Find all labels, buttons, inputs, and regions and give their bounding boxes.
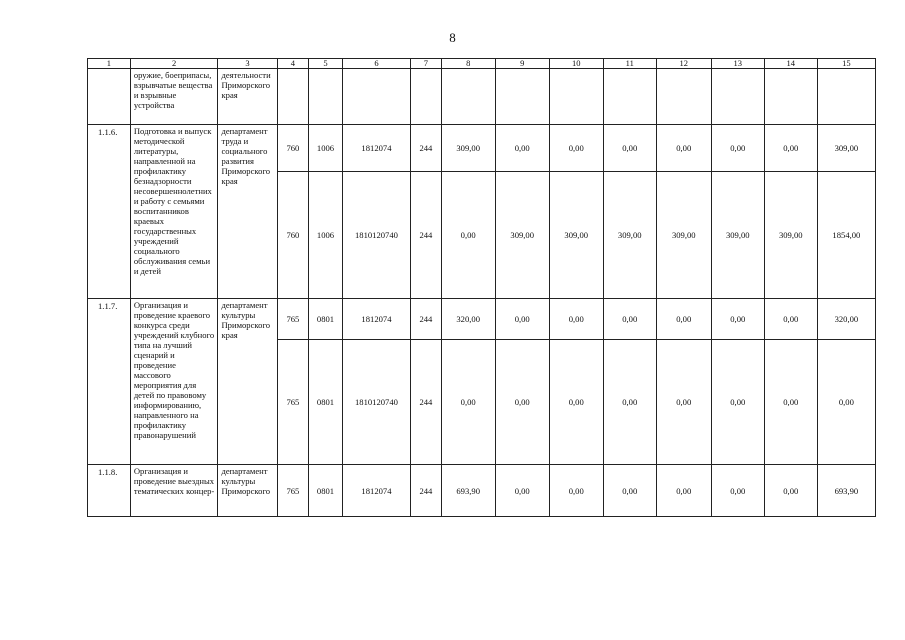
- cell-col-5: 1006: [309, 125, 343, 172]
- item-executor: департамент культуры Приморского: [218, 465, 277, 517]
- cell-col-10: 309,00: [549, 172, 603, 299]
- cell-col-10: 0,00: [549, 299, 603, 340]
- column-header: 10: [549, 59, 603, 69]
- cell-col-4: 760: [277, 172, 309, 299]
- column-header: 5: [309, 59, 343, 69]
- cell-col-13: [711, 69, 764, 125]
- cell-col-12: 309,00: [656, 172, 711, 299]
- cell-col-6: 1812074: [342, 299, 410, 340]
- column-header: 15: [817, 59, 875, 69]
- cell-col-13: 0,00: [711, 465, 764, 517]
- cell-col-15: 320,00: [817, 299, 875, 340]
- page-number: 8: [449, 30, 456, 45]
- cell-col-8: [441, 69, 495, 125]
- cell-col-15: [817, 69, 875, 125]
- cell-col-7: 244: [411, 340, 442, 465]
- cell-col-15: 0,00: [817, 340, 875, 465]
- cell-col-11: 0,00: [603, 340, 656, 465]
- column-header: 8: [441, 59, 495, 69]
- column-header: 3: [218, 59, 277, 69]
- cell-col-4: [277, 69, 309, 125]
- column-header: 4: [277, 59, 309, 69]
- cell-col-4: 765: [277, 340, 309, 465]
- cell-col-5: 0801: [309, 299, 343, 340]
- cell-col-5: [309, 69, 343, 125]
- cell-col-5: 1006: [309, 172, 343, 299]
- item-number: [88, 69, 131, 125]
- cell-col-9: 0,00: [495, 465, 549, 517]
- cell-col-5: 0801: [309, 465, 343, 517]
- column-header: 14: [764, 59, 817, 69]
- cell-col-14: [764, 69, 817, 125]
- item-executor: департамент культуры Приморского края: [218, 299, 277, 465]
- cell-col-12: 0,00: [656, 125, 711, 172]
- column-header: 11: [603, 59, 656, 69]
- column-header: 13: [711, 59, 764, 69]
- cell-col-14: 0,00: [764, 299, 817, 340]
- item-number: 1.1.7.: [88, 299, 131, 465]
- cell-col-12: 0,00: [656, 299, 711, 340]
- item-executor: деятельности Приморского края: [218, 69, 277, 125]
- cell-col-4: 765: [277, 465, 309, 517]
- cell-col-13: 309,00: [711, 172, 764, 299]
- cell-col-14: 0,00: [764, 125, 817, 172]
- table-row: [88, 299, 876, 340]
- item-number: 1.1.8.: [88, 465, 131, 517]
- cell-col-12: 0,00: [656, 465, 711, 517]
- header-row: [88, 59, 876, 69]
- cell-col-10: 0,00: [549, 340, 603, 465]
- cell-col-6: 1810120740: [342, 172, 410, 299]
- cell-col-9: 0,00: [495, 340, 549, 465]
- cell-col-11: 309,00: [603, 172, 656, 299]
- column-header: 12: [656, 59, 711, 69]
- budget-table: [87, 58, 876, 517]
- cell-col-8: 693,90: [441, 465, 495, 517]
- column-header: 2: [130, 59, 218, 69]
- cell-col-10: 0,00: [549, 465, 603, 517]
- cell-col-13: 0,00: [711, 125, 764, 172]
- column-header: 6: [342, 59, 410, 69]
- cell-col-9: 0,00: [495, 125, 549, 172]
- cell-col-8: 0,00: [441, 172, 495, 299]
- item-executor: департамент труда и социального развития Приморского края: [218, 125, 277, 299]
- column-header: 7: [411, 59, 442, 69]
- cell-col-6: 1812074: [342, 125, 410, 172]
- cell-col-11: 0,00: [603, 465, 656, 517]
- cell-col-14: 0,00: [764, 465, 817, 517]
- cell-col-11: 0,00: [603, 299, 656, 340]
- cell-col-10: 0,00: [549, 125, 603, 172]
- column-header: 1: [88, 59, 131, 69]
- cell-col-11: 0,00: [603, 125, 656, 172]
- cell-col-9: 309,00: [495, 172, 549, 299]
- cell-col-10: [549, 69, 603, 125]
- cell-col-7: 244: [411, 465, 442, 517]
- cell-col-8: 309,00: [441, 125, 495, 172]
- table-row: [88, 69, 876, 125]
- cell-col-9: [495, 69, 549, 125]
- cell-col-8: 320,00: [441, 299, 495, 340]
- cell-col-14: 0,00: [764, 340, 817, 465]
- cell-col-15: 693,90: [817, 465, 875, 517]
- cell-col-7: 244: [411, 172, 442, 299]
- cell-col-7: 244: [411, 125, 442, 172]
- cell-col-4: 765: [277, 299, 309, 340]
- cell-col-6: 1812074: [342, 465, 410, 517]
- cell-col-7: 244: [411, 299, 442, 340]
- cell-col-8: 0,00: [441, 340, 495, 465]
- cell-col-9: 0,00: [495, 299, 549, 340]
- cell-col-14: 309,00: [764, 172, 817, 299]
- item-name: Организация и проведение выездных тематических концер-: [130, 465, 218, 517]
- item-name: Подготовка и выпуск методической литературы, направленной на профилактику безнадзорности несовершеннолетних и работу с семьями воспитанников краевых государственных учреждений социального обслуживания семьи и детей: [130, 125, 218, 299]
- cell-col-15: 1854,00: [817, 172, 875, 299]
- cell-col-7: [411, 69, 442, 125]
- item-name: оружие, боеприпасы, взрывчатые вещества и взрывные устройства: [130, 69, 218, 125]
- cell-col-6: 1810120740: [342, 340, 410, 465]
- cell-col-11: [603, 69, 656, 125]
- column-header: 9: [495, 59, 549, 69]
- cell-col-13: 0,00: [711, 340, 764, 465]
- cell-col-15: 309,00: [817, 125, 875, 172]
- cell-col-12: 0,00: [656, 340, 711, 465]
- item-name: Организация и проведение краевого конкурса среди учреждений клубного типа на лучший сценарий и проведение массового мероприятия для детей по правовому информированию, направленного на профилактику правонарушений: [130, 299, 218, 465]
- item-number: 1.1.6.: [88, 125, 131, 299]
- cell-col-12: [656, 69, 711, 125]
- cell-col-13: 0,00: [711, 299, 764, 340]
- cell-col-6: [342, 69, 410, 125]
- cell-col-5: 0801: [309, 340, 343, 465]
- table-row: [88, 125, 876, 172]
- cell-col-4: 760: [277, 125, 309, 172]
- table-row: [88, 465, 876, 517]
